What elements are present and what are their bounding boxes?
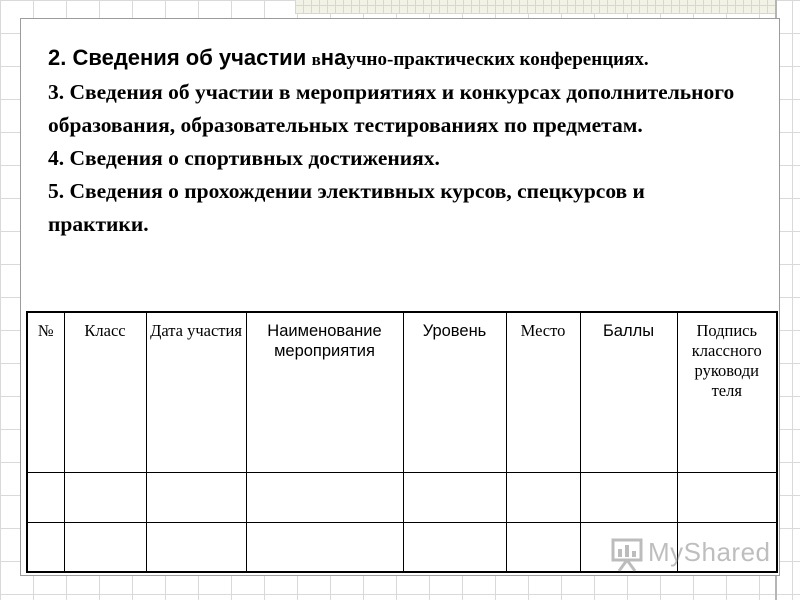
table-cell	[677, 472, 777, 522]
table-cell	[403, 472, 506, 522]
header-signature: Подпись классного руководи теля	[677, 312, 777, 472]
table-cell	[27, 522, 64, 572]
table-cell	[146, 472, 246, 522]
table-cell	[146, 522, 246, 572]
top-decorative-band	[295, 0, 775, 14]
item-2-lead: 2. Сведения об участии	[48, 45, 307, 70]
table-cell	[506, 472, 580, 522]
presentation-board-icon	[610, 537, 644, 573]
watermark	[608, 535, 771, 575]
table-cell	[64, 472, 146, 522]
header-number: №	[27, 312, 64, 472]
table-cell	[246, 472, 403, 522]
table-row	[27, 472, 777, 522]
item-2-rest: учно-практических конференциях.	[346, 49, 649, 70]
header-level: Уровень	[403, 312, 506, 472]
item-2-na: на	[320, 45, 347, 70]
watermark-text: MyShared	[648, 537, 771, 567]
item-3: 3. Сведения об участии в мероприятиях и конкурсах дополнительного образования, образовательных тестированиях по предметам.	[48, 80, 735, 137]
header-date: Дата участия	[146, 312, 246, 472]
table-cell	[64, 522, 146, 572]
achievements-table	[26, 311, 778, 573]
header-points: Баллы	[580, 312, 677, 472]
item-2-v: в	[311, 50, 321, 69]
item-4: 4. Сведения о спортивных достижениях.	[48, 146, 440, 170]
header-place: Место	[506, 312, 580, 472]
header-event-name: Наименование мероприятия	[246, 312, 403, 472]
table-cell	[506, 522, 580, 572]
table-cell	[27, 472, 64, 522]
slide	[20, 18, 780, 576]
item-5: 5. Сведения о прохождении элективных курсов, спецкурсов и практики.	[48, 179, 645, 236]
table-cell	[580, 472, 677, 522]
item-2	[48, 41, 738, 76]
table-cell	[246, 522, 403, 572]
slide-text	[48, 41, 738, 241]
table-cell	[403, 522, 506, 572]
header-class: Класс	[64, 312, 146, 472]
table-header-row	[27, 312, 777, 472]
